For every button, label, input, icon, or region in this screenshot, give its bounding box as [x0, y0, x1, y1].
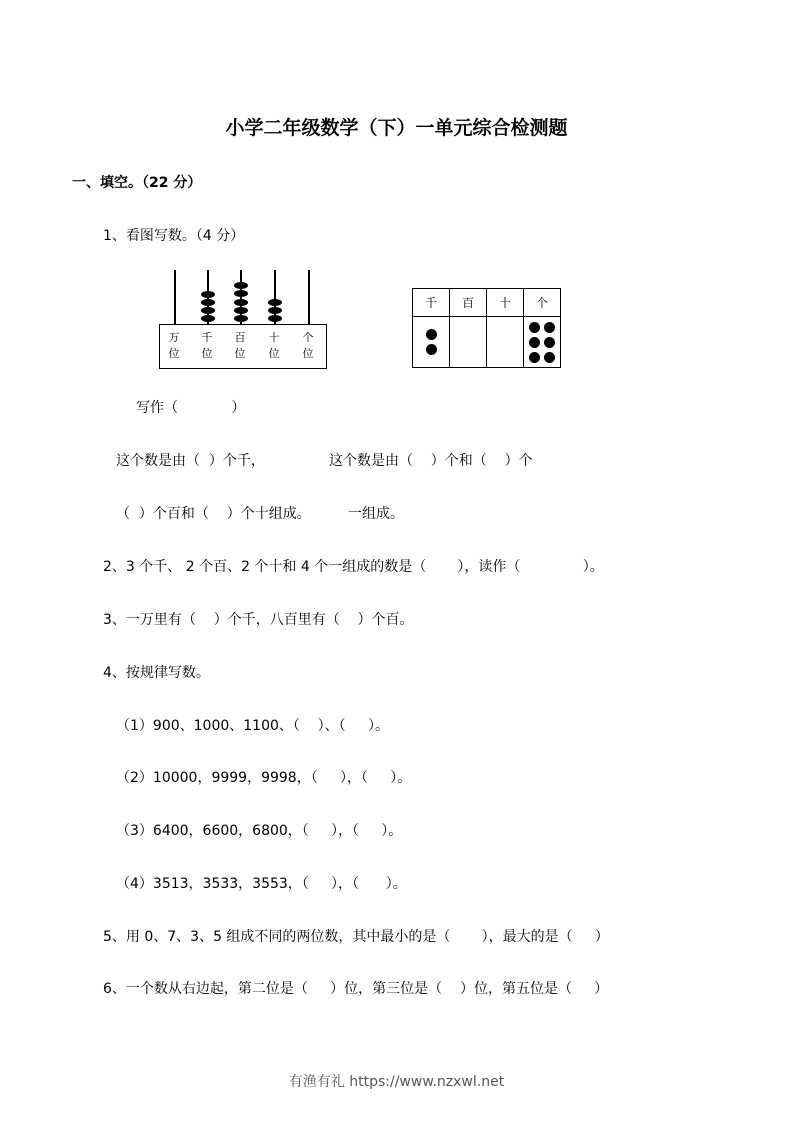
pv-header-bai: 百 [450, 289, 487, 317]
question-5: 5、用 0、7、3、5 组成不同的两位数，其中最小的是（ ），最大的是（ ） [103, 929, 609, 945]
abacus-bead [234, 307, 248, 314]
abacus-bead [268, 307, 282, 314]
abacus-bead [201, 307, 215, 314]
section-heading-fill-blank: 一、填空。（22 分） [72, 175, 202, 191]
pv-cell-ge [524, 317, 561, 368]
pv-header-qian: 千 [413, 289, 450, 317]
abacus-bead [268, 299, 282, 306]
abacus-bead [201, 299, 215, 306]
abacus-label-shi: 十 位 [268, 331, 280, 360]
pv-header-ge: 个 [524, 289, 561, 317]
abacus-label-wan: 万 位 [168, 331, 180, 360]
abacus-rod-ge [308, 270, 310, 325]
counter-dot [529, 322, 540, 333]
abacus-label-qian: 千 位 [201, 331, 213, 360]
question-1-label: 1、看图写数。（4 分） [103, 228, 245, 244]
abacus-bead [234, 282, 248, 289]
question-2: 2、3 个千、 2 个百、2 个十和 4 个一组成的数是（ ），读作（ ）。 [103, 559, 604, 575]
place-value-table [412, 288, 561, 368]
pv-cell-shi [487, 317, 524, 368]
pv-cell-qian [413, 317, 450, 368]
question-6: 6、一个数从右边起，第二位是（ ）位，第三位是（ ）位，第五位是（ ） [103, 981, 609, 997]
q4-item-4: （4）3513，3533，3553，（ ），（ ）。 [116, 876, 407, 892]
counter-dot [426, 329, 437, 340]
counter-dot [426, 344, 437, 355]
abacus-bead [234, 290, 248, 297]
q4-item-1: （1）900、1000、1100、（ ）、（ ）。 [116, 718, 389, 734]
question-4-label: 4、按规律写数。 [103, 665, 210, 681]
q1-composition-right-b: 一组成。 [348, 506, 404, 522]
footer-watermark: 有渔有礼 https://www.nzxwl.net [288, 1074, 505, 1090]
counter-dot [544, 352, 555, 363]
abacus-label-ge: 个 位 [302, 331, 314, 360]
abacus-figure [159, 268, 329, 370]
pv-header-shi: 十 [487, 289, 524, 317]
question-3: 3、一万里有（ ）个千，八百里有（ ）个百。 [103, 612, 414, 628]
q1-composition-left-a: 这个数是由（ ）个千， [116, 453, 265, 469]
q1-write-as: 写作（ ） [136, 400, 246, 416]
page-title: 小学二年级数学（下）一单元综合检测题 [225, 117, 568, 139]
abacus-bead [201, 291, 215, 298]
pv-cell-bai [450, 317, 487, 368]
q4-item-3: （3）6400，6600，6800，（ ），（ ）。 [116, 823, 403, 839]
counter-dot [529, 337, 540, 348]
abacus-rod-wan [174, 270, 176, 325]
q1-composition-right-a: 这个数是由（ ）个和（ ）个 [329, 453, 533, 469]
abacus-bead [234, 299, 248, 306]
q1-composition-left-b: （ ）个百和（ ）个十组成。 [116, 506, 311, 522]
abacus-bead [234, 315, 248, 322]
counter-dot [544, 322, 555, 333]
abacus-bead [201, 315, 215, 322]
q4-item-2: （2）10000，9999，9998，（ ），（ ）。 [116, 770, 412, 786]
abacus-bead [268, 315, 282, 322]
counter-dot [529, 352, 540, 363]
abacus-label-bai: 百 位 [234, 331, 246, 360]
counter-dot [544, 337, 555, 348]
